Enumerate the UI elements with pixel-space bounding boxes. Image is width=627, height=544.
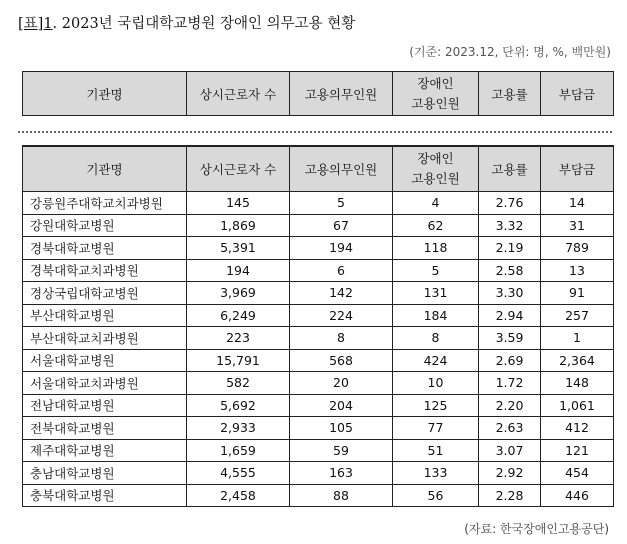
cell-levy: 14 (541, 192, 614, 215)
cell-name: 강원대학교병원 (23, 214, 187, 237)
cell-name: 부산대학교병원 (23, 304, 187, 327)
title-tag: [표]1 (18, 16, 53, 32)
cell-regular: 5,692 (187, 394, 290, 417)
cell-regular: 223 (187, 327, 290, 350)
col-required-header: 고용의무인원 (290, 146, 393, 192)
cell-employed: 131 (393, 282, 479, 305)
cell-name: 경북대학교병원 (23, 237, 187, 260)
col-rate-header: 고용률 (479, 146, 541, 192)
cell-employed: 5 (393, 259, 479, 282)
cell-rate: 3.59 (479, 327, 541, 350)
table-row (23, 462, 614, 485)
cell-name: 부산대학교치과병원 (23, 327, 187, 350)
cell-levy: 91 (541, 282, 614, 305)
cell-required: 204 (290, 394, 393, 417)
cell-name: 충북대학교병원 (23, 484, 187, 507)
cell-regular: 1,869 (187, 214, 290, 237)
cell-name: 서울대학교치과병원 (23, 372, 187, 395)
cell-rate: 1.72 (479, 372, 541, 395)
cell-required: 59 (290, 439, 393, 462)
dotted-divider (18, 131, 612, 133)
table-row (23, 484, 614, 507)
cell-regular: 2,458 (187, 484, 290, 507)
cell-required: 5 (290, 192, 393, 215)
cell-employed: 133 (393, 462, 479, 485)
data-table (22, 145, 614, 507)
cell-rate: 2.19 (479, 237, 541, 260)
cell-rate: 3.07 (479, 439, 541, 462)
table-row (23, 304, 614, 327)
cell-levy: 1 (541, 327, 614, 350)
cell-required: 568 (290, 349, 393, 372)
cell-regular: 194 (187, 259, 290, 282)
cell-required: 20 (290, 372, 393, 395)
col-rate-header: 고용률 (479, 72, 541, 116)
table-row (23, 439, 614, 462)
cell-regular: 15,791 (187, 349, 290, 372)
table-row (23, 282, 614, 305)
cell-levy: 412 (541, 417, 614, 440)
cell-rate: 2.69 (479, 349, 541, 372)
cell-required: 6 (290, 259, 393, 282)
source-note: (자료: 한국장애인고용공단) (464, 522, 609, 536)
col-employed-header: 장애인 고용인원 (393, 72, 479, 116)
header-row (23, 146, 614, 192)
col-name-header: 기관명 (23, 72, 187, 116)
col-required-header: 고용의무인원 (290, 72, 393, 116)
cell-required: 163 (290, 462, 393, 485)
cell-rate: 2.76 (479, 192, 541, 215)
cell-employed: 4 (393, 192, 479, 215)
table-row (23, 259, 614, 282)
cell-name: 서울대학교병원 (23, 349, 187, 372)
cell-levy: 13 (541, 259, 614, 282)
cell-regular: 4,555 (187, 462, 290, 485)
cell-levy: 148 (541, 372, 614, 395)
table-row (23, 394, 614, 417)
table-row (23, 349, 614, 372)
cell-name: 충남대학교병원 (23, 462, 187, 485)
cell-rate: 2.58 (479, 259, 541, 282)
cell-required: 88 (290, 484, 393, 507)
table-row (23, 214, 614, 237)
col-levy-header: 부담금 (541, 72, 614, 116)
cell-levy: 2,364 (541, 349, 614, 372)
cell-employed: 8 (393, 327, 479, 350)
cell-levy: 1,061 (541, 394, 614, 417)
cell-regular: 145 (187, 192, 290, 215)
cell-rate: 3.30 (479, 282, 541, 305)
title-text: . 2023년 국립대학교병원 장애인 의무고용 현황 (52, 16, 356, 32)
cell-employed: 62 (393, 214, 479, 237)
cell-rate: 2.94 (479, 304, 541, 327)
cell-required: 67 (290, 214, 393, 237)
page-title (18, 12, 355, 33)
cell-rate: 2.92 (479, 462, 541, 485)
cell-levy: 257 (541, 304, 614, 327)
col-name-header: 기관명 (23, 146, 187, 192)
cell-rate: 2.63 (479, 417, 541, 440)
cell-employed: 77 (393, 417, 479, 440)
cell-required: 105 (290, 417, 393, 440)
cell-employed: 118 (393, 237, 479, 260)
header-row (23, 72, 614, 116)
cell-regular: 5,391 (187, 237, 290, 260)
cell-name: 경상국립대학교병원 (23, 282, 187, 305)
table-row (23, 192, 614, 215)
table-row (23, 237, 614, 260)
unit-note: (기준: 2023.12, 단위: 명, %, 백만원) (409, 45, 611, 59)
cell-regular: 6,249 (187, 304, 290, 327)
cell-levy: 446 (541, 484, 614, 507)
header-table (22, 71, 614, 116)
cell-name: 전북대학교병원 (23, 417, 187, 440)
cell-employed: 56 (393, 484, 479, 507)
cell-regular: 3,969 (187, 282, 290, 305)
cell-name: 전남대학교병원 (23, 394, 187, 417)
cell-levy: 121 (541, 439, 614, 462)
cell-levy: 454 (541, 462, 614, 485)
col-levy-header: 부담금 (541, 146, 614, 192)
table-row (23, 417, 614, 440)
cell-name: 경북대학교치과병원 (23, 259, 187, 282)
cell-employed: 424 (393, 349, 479, 372)
table-row (23, 327, 614, 350)
cell-regular: 2,933 (187, 417, 290, 440)
cell-required: 224 (290, 304, 393, 327)
cell-name: 강릉원주대학교치과병원 (23, 192, 187, 215)
cell-required: 142 (290, 282, 393, 305)
cell-required: 8 (290, 327, 393, 350)
col-employed-header: 장애인 고용인원 (393, 146, 479, 192)
cell-rate: 2.20 (479, 394, 541, 417)
col-regular-header: 상시근로자 수 (187, 146, 290, 192)
cell-required: 194 (290, 237, 393, 260)
cell-regular: 582 (187, 372, 290, 395)
table-row (23, 372, 614, 395)
cell-employed: 10 (393, 372, 479, 395)
cell-levy: 31 (541, 214, 614, 237)
cell-employed: 125 (393, 394, 479, 417)
cell-employed: 51 (393, 439, 479, 462)
cell-employed: 184 (393, 304, 479, 327)
cell-rate: 2.28 (479, 484, 541, 507)
cell-levy: 789 (541, 237, 614, 260)
col-regular-header: 상시근로자 수 (187, 72, 290, 116)
cell-name: 제주대학교병원 (23, 439, 187, 462)
cell-regular: 1,659 (187, 439, 290, 462)
cell-rate: 3.32 (479, 214, 541, 237)
